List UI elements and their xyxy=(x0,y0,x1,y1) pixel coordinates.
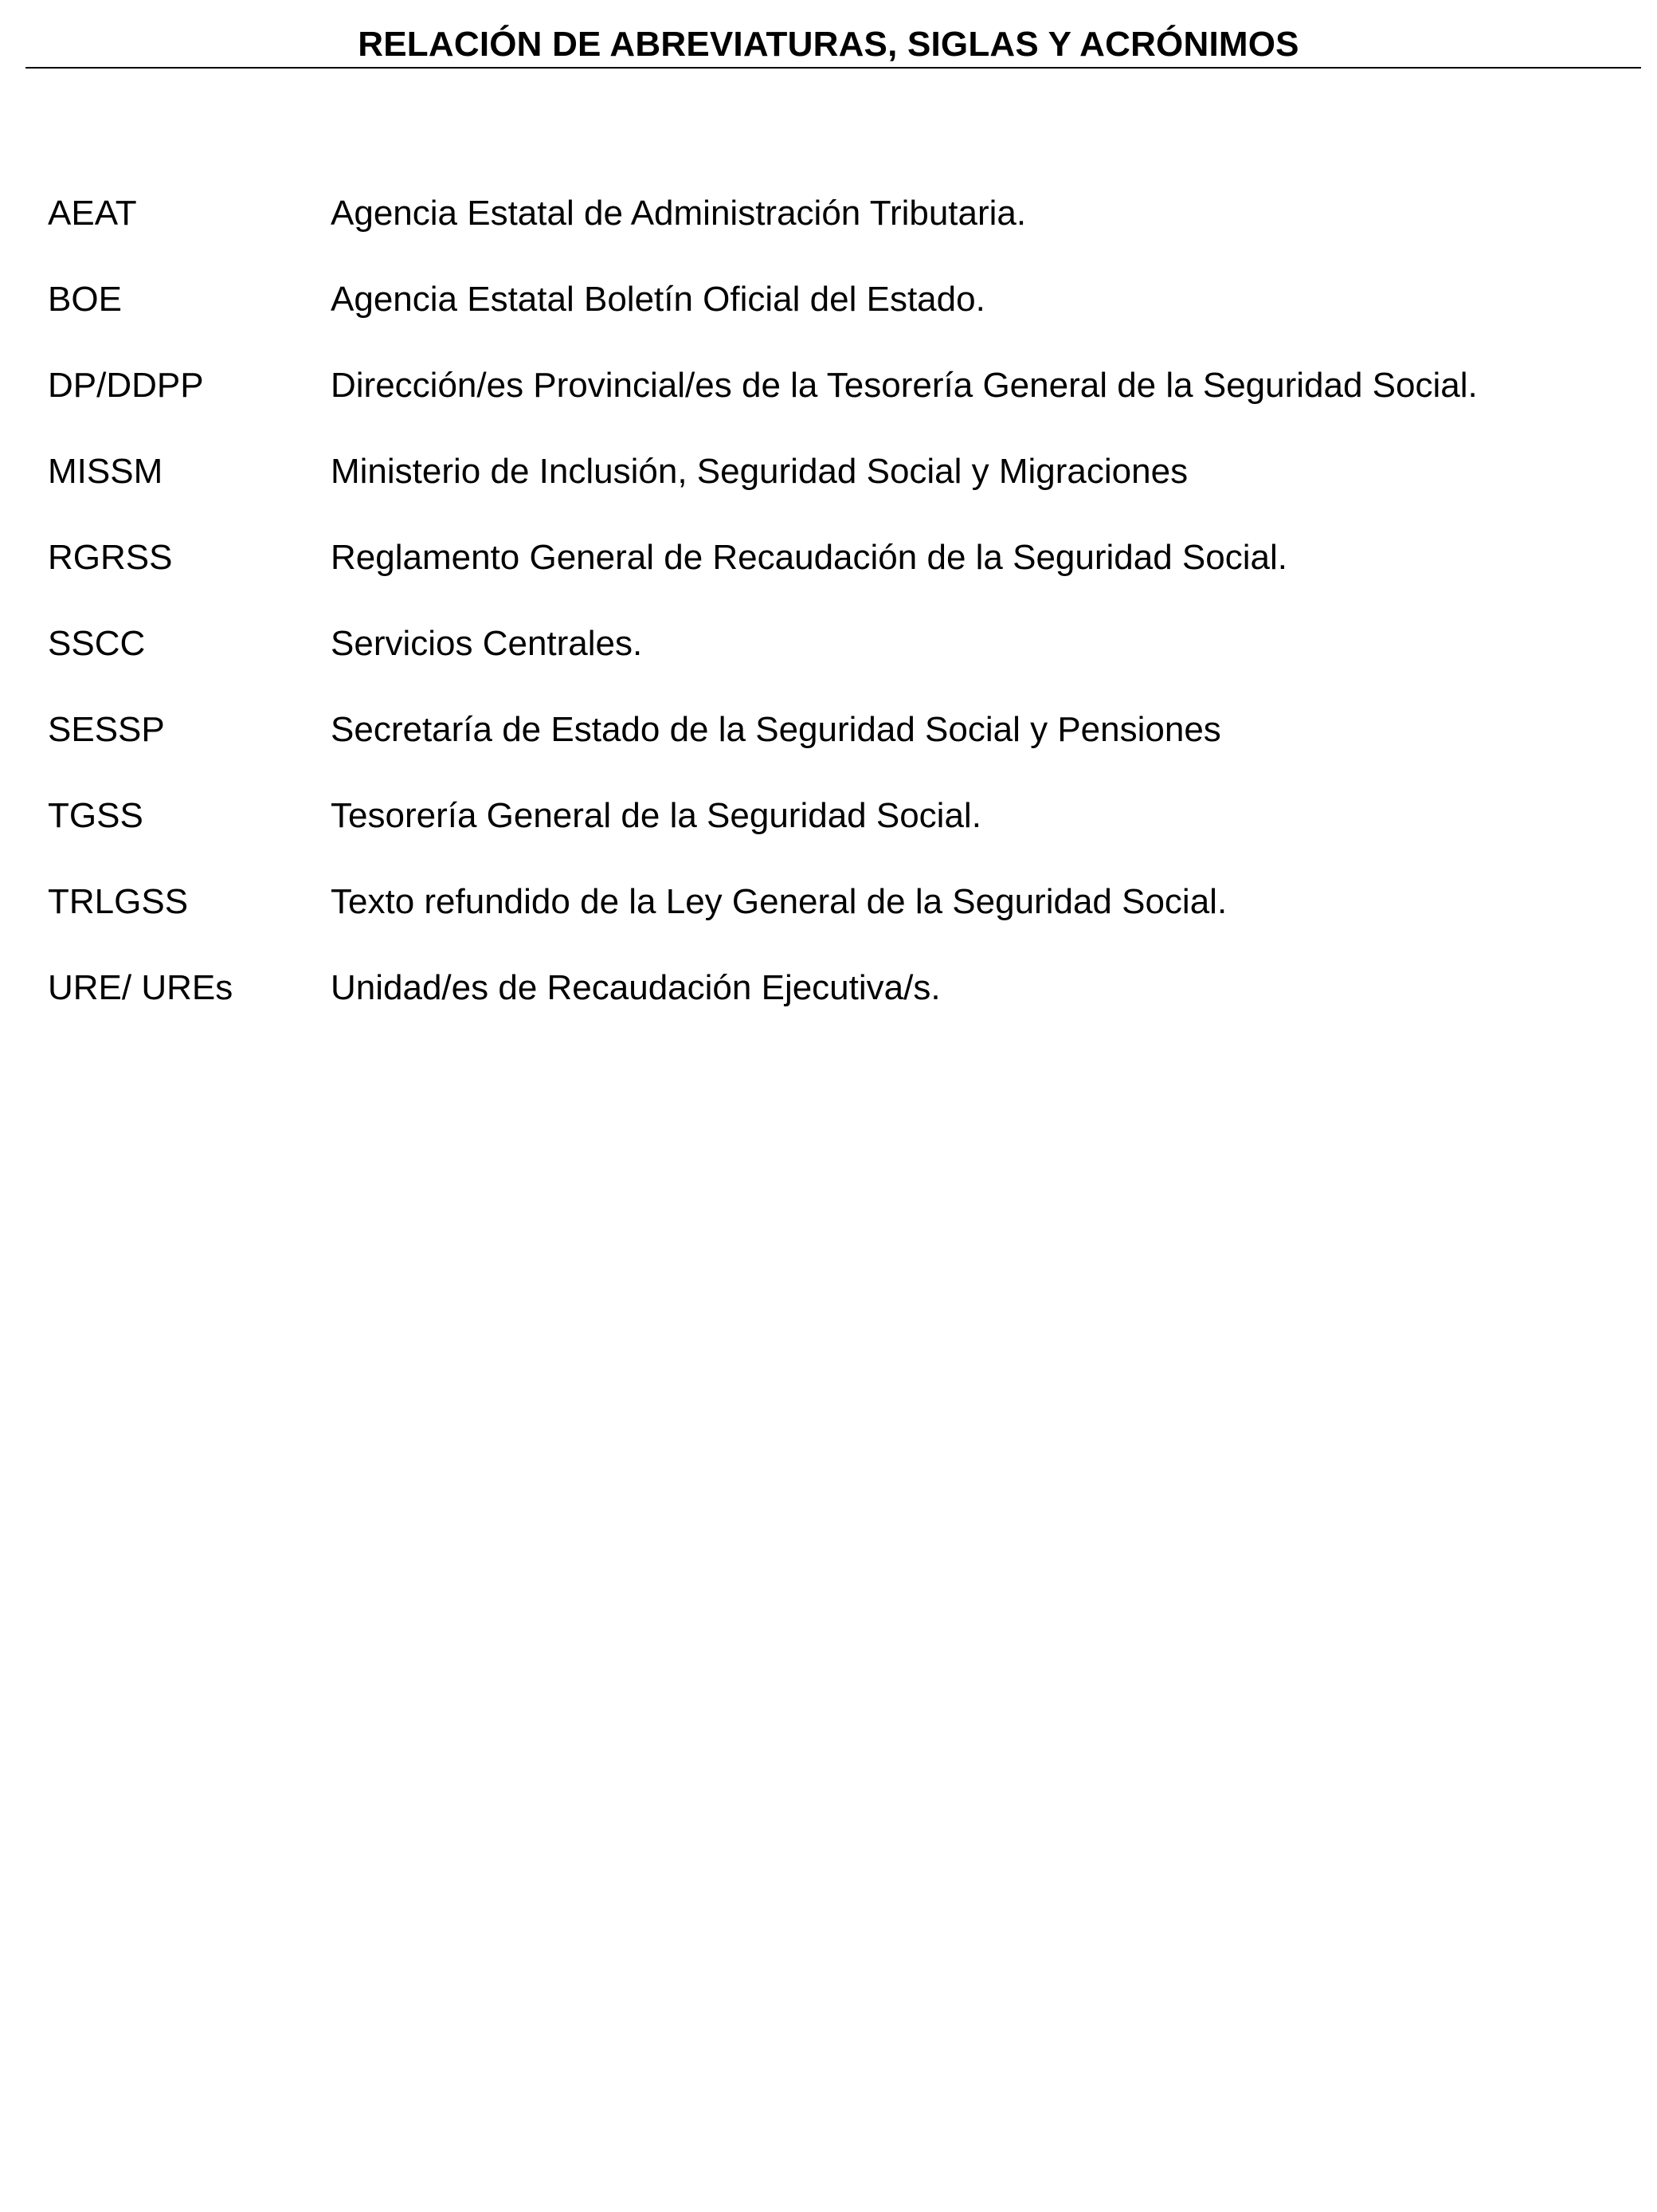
abbreviation-description: Servicios Centrales. xyxy=(331,624,643,663)
abbreviation-code: TRLGSS xyxy=(48,882,189,921)
abbreviation-description: Agencia Estatal de Administración Tributaria. xyxy=(331,194,1027,233)
abbreviation-row xyxy=(48,880,1633,966)
abbreviation-row xyxy=(48,363,1633,449)
abbreviation-code: DP/DDPP xyxy=(48,366,204,405)
abbreviation-row xyxy=(48,449,1633,535)
abbreviation-code: SESSP xyxy=(48,710,165,749)
abbreviation-code: URE/ UREs xyxy=(48,968,233,1007)
abbreviation-description: Reglamento General de Recaudación de la Seguridad Social. xyxy=(331,538,1287,577)
abbreviation-row xyxy=(48,794,1633,880)
abbreviation-description: Agencia Estatal Boletín Oficial del Estado. xyxy=(331,280,985,319)
abbreviation-description: Texto refundido de la Ley General de la Seguridad Social. xyxy=(331,882,1228,921)
abbreviation-description: Tesorería General de la Seguridad Social. xyxy=(331,796,981,835)
abbreviation-description: Dirección/es Provincial/es de la Tesorería General de la Seguridad Social. xyxy=(331,366,1478,405)
abbreviation-row xyxy=(48,277,1633,363)
abbreviation-row xyxy=(48,191,1633,277)
abbreviation-code: MISSM xyxy=(48,452,163,491)
abbreviation-row xyxy=(48,966,1633,1052)
abbreviation-list xyxy=(48,191,1633,1052)
page-title: RELACIÓN DE ABREVIATURAS, SIGLAS Y ACRÓNIMOS xyxy=(358,25,1299,64)
abbreviation-code: AEAT xyxy=(48,194,137,233)
title-divider xyxy=(25,67,1641,69)
abbreviation-description: Ministerio de Inclusión, Seguridad Social y Migraciones xyxy=(331,452,1189,491)
abbreviation-code: BOE xyxy=(48,280,122,319)
abbreviation-description: Unidad/es de Recaudación Ejecutiva/s. xyxy=(331,968,941,1007)
abbreviation-row xyxy=(48,535,1633,622)
abbreviation-row xyxy=(48,622,1633,708)
abbreviation-code: RGRSS xyxy=(48,538,173,577)
abbreviation-description: Secretaría de Estado de la Seguridad Social y Pensiones xyxy=(331,710,1221,749)
abbreviation-code: TGSS xyxy=(48,796,143,835)
abbreviation-code: SSCC xyxy=(48,624,146,663)
abbreviation-row xyxy=(48,708,1633,794)
